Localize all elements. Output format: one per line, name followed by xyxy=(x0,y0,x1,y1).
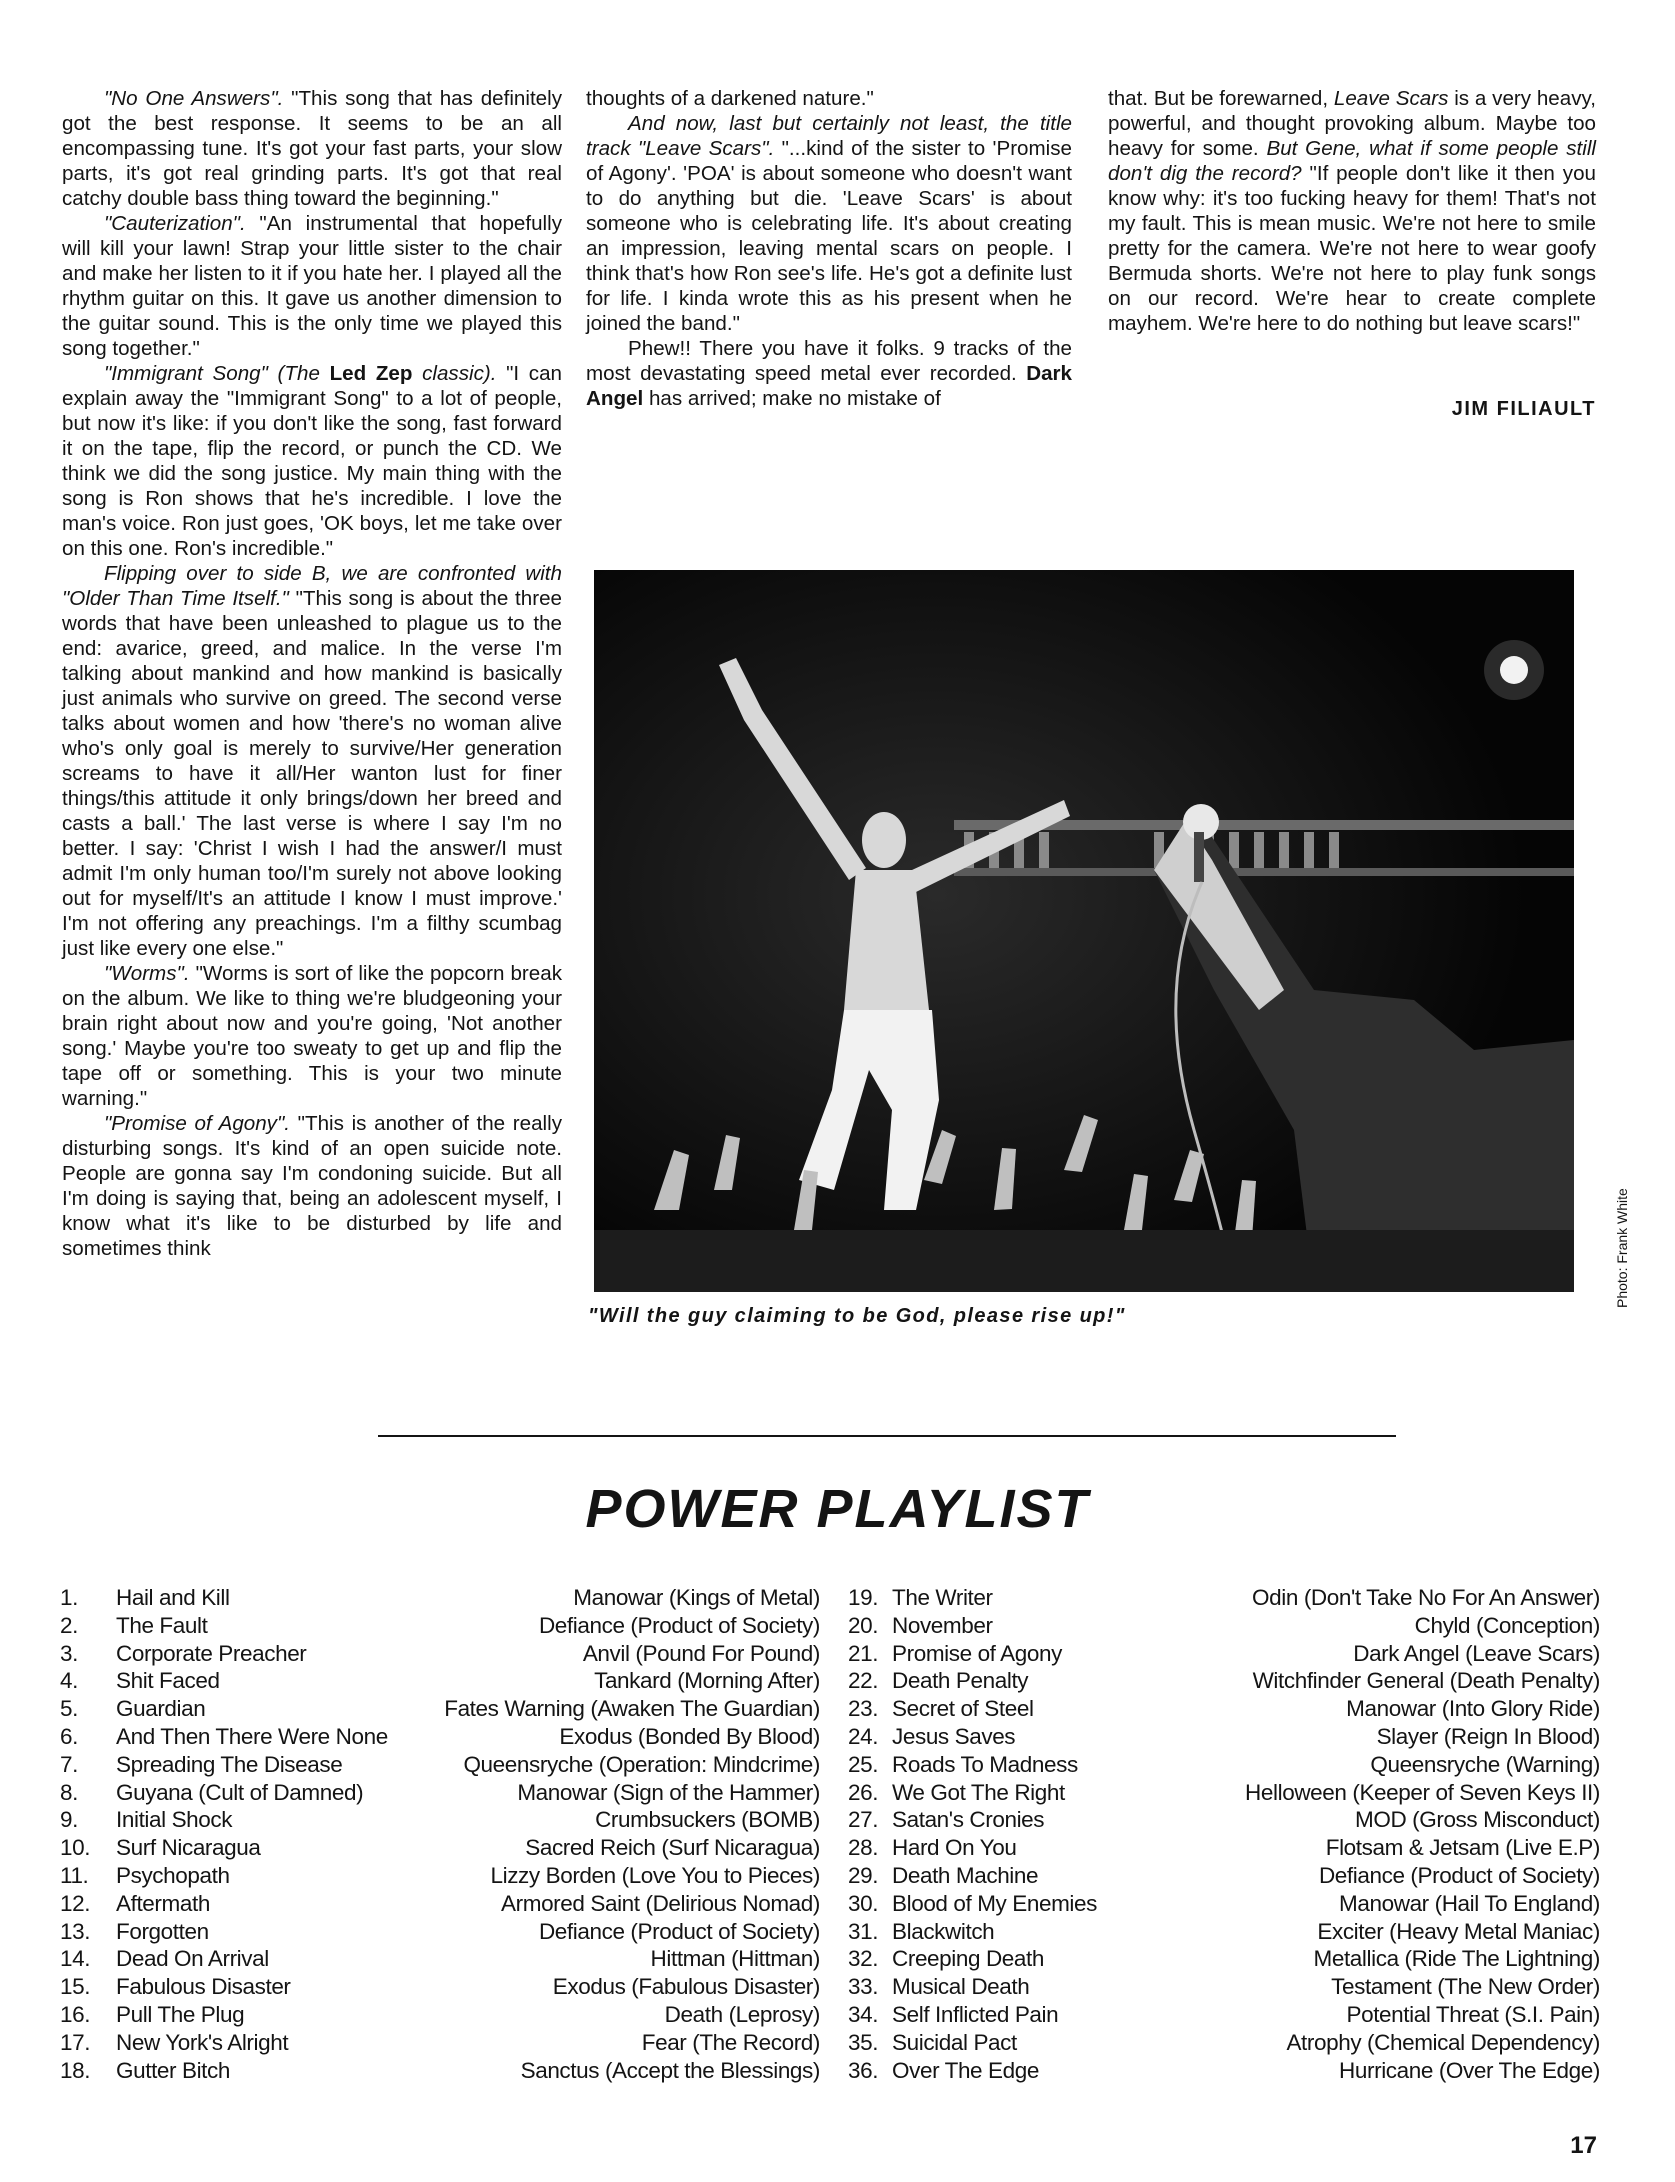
track-number: 19. xyxy=(848,1585,879,1610)
artist-album: Death (Leprosy) xyxy=(664,2001,820,2027)
playlist-row xyxy=(60,2029,820,2057)
body-text: that. But be forewarned, xyxy=(1108,87,1334,110)
artist-album: Fates Warning (Awaken The Guardian) xyxy=(444,1696,820,1722)
playlist-row xyxy=(60,1806,820,1834)
body-text: "An instrumental that hopefully will kill your lawn! Strap your little sister to the chair and make her listen to it if you hate her. I played all the rhythm guitar on this. It gave us another dimension to the guitar sound. This is the only time we played this song together." xyxy=(62,212,562,360)
track-number: 13. xyxy=(60,1918,91,1944)
italic-text: classic). xyxy=(412,362,497,385)
song-title: Spreading The Disease xyxy=(116,1751,343,1777)
track-number: 5. xyxy=(60,1696,78,1722)
song-title: Death Penalty xyxy=(892,1668,1029,1694)
section-divider xyxy=(378,1435,1396,1437)
track-number: 36. xyxy=(848,2057,879,2083)
playlist-row xyxy=(848,1667,1600,1695)
italic-text: Leave Scars xyxy=(1333,87,1449,110)
artist-album: Hittman (Hittman) xyxy=(650,1946,820,1972)
song-title: Hail and Kill xyxy=(116,1585,230,1610)
italic-text: "Cauterization". xyxy=(104,212,246,235)
photo-credit: Photo: Frank White xyxy=(1614,1188,1630,1308)
song-title: Self Inflicted Pain xyxy=(892,2001,1059,2027)
body-text: is a very heavy, powerful, and thought provoking album. Maybe too heavy for some. xyxy=(1108,87,1597,160)
playlist-row xyxy=(848,1973,1600,2001)
artist-album: Manowar (Kings of Metal) xyxy=(573,1585,820,1610)
artist-album: Chyld (Conception) xyxy=(1414,1612,1600,1638)
article-paragraph xyxy=(586,111,1072,336)
song-title: The Fault xyxy=(116,1612,208,1638)
playlist-left-column xyxy=(60,1584,820,2084)
artist-album: Anvil (Pound For Pound) xyxy=(582,1640,820,1666)
artist-album: Defiance (Product of Society) xyxy=(1318,1862,1600,1888)
song-title: Aftermath xyxy=(116,1890,210,1916)
artist-album: Odin (Don't Take No For An Answer) xyxy=(1252,1585,1600,1610)
artist-album: Hurricane (Over The Edge) xyxy=(1339,2057,1600,2083)
artist-album: Exciter (Heavy Metal Maniac) xyxy=(1317,1918,1600,1944)
article-paragraph xyxy=(62,211,562,361)
track-number: 26. xyxy=(848,1779,879,1805)
page-number: 17 xyxy=(1570,2132,1597,2159)
italic-text: Flipping over to side B, we are confronted with "Older Than Time Itself." xyxy=(62,562,562,610)
song-title: Promise of Agony xyxy=(892,1640,1062,1666)
song-title: Shit Faced xyxy=(116,1668,220,1694)
playlist-title: POWER PLAYLIST xyxy=(585,1479,1090,1539)
playlist-row xyxy=(848,1834,1600,1862)
article-paragraph xyxy=(62,961,562,1111)
playlist-row xyxy=(848,2001,1600,2029)
body-text: "This is another of the really disturbing songs. It's kind of an open suicide note. People are gonna say I'm condoning suicide. But all I'm doing is saying that, being an adolescent myself, I know what it's like to be disturbed by life and sometimes think xyxy=(62,1112,562,1260)
track-number: 17. xyxy=(60,2029,91,2055)
song-title: Over The Edge xyxy=(892,2057,1039,2083)
track-number: 32. xyxy=(848,1946,879,1972)
track-number: 9. xyxy=(60,1807,78,1833)
playlist-row xyxy=(848,1779,1600,1807)
playlist-row xyxy=(60,1584,820,1612)
playlist-row xyxy=(60,1945,820,1973)
italic-text: "Immigrant Song" (The xyxy=(104,362,330,385)
article-paragraph xyxy=(586,336,1072,411)
concert-photo-image xyxy=(594,570,1574,1292)
song-title: November xyxy=(892,1612,993,1638)
playlist-row xyxy=(60,2057,820,2085)
author-byline: JIM FILIAULT xyxy=(1451,398,1596,420)
playlist-row xyxy=(60,1973,820,2001)
bold-text: Led Zep xyxy=(329,362,413,385)
track-number: 10. xyxy=(60,1835,91,1861)
song-title: And Then There Were None xyxy=(116,1723,388,1749)
artist-album: Manowar (Hail To England) xyxy=(1339,1890,1600,1916)
artist-album: Manowar (Sign of the Hammer) xyxy=(517,1779,820,1805)
artist-album: Exodus (Fabulous Disaster) xyxy=(552,1974,820,2000)
article-column-1 xyxy=(62,86,562,1261)
playlist-row xyxy=(60,1612,820,1640)
body-text: thoughts of a darkened nature." xyxy=(586,87,874,110)
song-title: Death Machine xyxy=(892,1862,1039,1888)
article-paragraph xyxy=(1108,86,1596,336)
artist-album: Helloween (Keeper of Seven Keys II) xyxy=(1245,1779,1600,1805)
artist-album: Defiance (Product of Society) xyxy=(538,1612,820,1638)
playlist-row xyxy=(848,1612,1600,1640)
playlist-row xyxy=(848,1918,1600,1946)
song-title: Surf Nicaragua xyxy=(116,1835,261,1861)
song-title: Creeping Death xyxy=(892,1946,1044,1972)
track-number: 22. xyxy=(848,1668,879,1694)
track-number: 8. xyxy=(60,1779,78,1805)
playlist-row xyxy=(848,1806,1600,1834)
song-title: Corporate Preacher xyxy=(116,1640,307,1666)
song-title: Musical Death xyxy=(892,1974,1030,2000)
song-title: Guardian xyxy=(116,1696,206,1722)
playlist-row xyxy=(60,1751,820,1779)
playlist-row xyxy=(848,1640,1600,1668)
artist-album: Queensryche (Warning) xyxy=(1370,1751,1600,1777)
body-text: Phew!! There you have it folks. 9 tracks of the most devastating speed metal ever recorded. xyxy=(586,337,1072,385)
song-title: Dead On Arrival xyxy=(116,1946,269,1972)
track-number: 16. xyxy=(60,2001,91,2027)
song-title: Gutter Bitch xyxy=(116,2057,230,2083)
playlist-row xyxy=(60,1862,820,1890)
song-title: The Writer xyxy=(892,1585,993,1610)
playlist-row xyxy=(60,1918,820,1946)
concert-photo xyxy=(594,570,1574,1292)
artist-album: Flotsam & Jetsam (Live E.P) xyxy=(1325,1835,1600,1861)
playlist-row xyxy=(848,2057,1600,2085)
article-paragraph xyxy=(62,561,562,961)
playlist-row xyxy=(848,1945,1600,1973)
italic-text: But Gene, what if some people still don't dig the record? xyxy=(1108,137,1596,185)
playlist-row xyxy=(848,1695,1600,1723)
song-title: Initial Shock xyxy=(116,1807,233,1833)
track-number: 15. xyxy=(60,1974,91,2000)
body-text: "If people don't like it then you know why: it's too fucking heavy for them! That's not my fault. This is mean music. We're not here to smile pretty for the camera. We're not here to wear goofy Bermuda shorts. We're not here to play funk songs on our record. We're hear to create complete mayhem. We're here to do nothing but leave scars!" xyxy=(1108,162,1596,335)
track-number: 29. xyxy=(848,1862,879,1888)
track-number: 30. xyxy=(848,1890,879,1916)
artist-album: Lizzy Borden (Love You to Pieces) xyxy=(490,1862,820,1888)
track-number: 11. xyxy=(60,1862,89,1888)
body-text: "This song is about the three words that have been unleashed to plague us to the end: avarice, greed, and malice. In the verse I'm talking about mankind and how mankind is basically just animals who survive on greed. The second verse talks about women and how 'there's no woman alive who's only goal is merely to survive/Her generation screams to have it all/Her wanton lust for finer things/this attitude it only brings/down her breed and casts a ball.' The last verse is where I say I'm no better. I say: 'Christ I wish I had the answer/I must admit I'm only human too/I'm surely not above looking out for myself/It's an attitude I know I must improve.' I'm not offering any preachings. I'm a filthy scumbag just like every one else." xyxy=(62,587,562,960)
track-number: 35. xyxy=(848,2029,879,2055)
photo-caption: "Will the guy claiming to be God, please rise up!" xyxy=(588,1305,1126,1327)
track-number: 23. xyxy=(848,1696,879,1722)
article-column-2 xyxy=(586,86,1072,411)
song-title: Blood of My Enemies xyxy=(892,1890,1097,1916)
body-text: "This song that has definitely got the best response. It seems to be an all encompassing tune. It's got your fast parts, your slow parts, it's got real grinding parts. It's got that real catchy double bass thing toward the beginning." xyxy=(62,87,562,210)
playlist-row xyxy=(848,1584,1600,1612)
body-text: "Worms is sort of like the popcorn break on the album. We like to thing we're bludgeoning your brain right about now and you're going, 'Not another song.' Maybe you're too sweaty to get up and flip the tape off or something. This is your two minute warning." xyxy=(62,962,562,1110)
artist-album: Dark Angel (Leave Scars) xyxy=(1353,1640,1600,1666)
article-paragraph xyxy=(62,361,562,561)
track-number: 12. xyxy=(60,1890,91,1916)
song-title: Psychopath xyxy=(116,1862,230,1888)
track-number: 27. xyxy=(848,1807,879,1833)
song-title: Secret of Steel xyxy=(892,1696,1034,1722)
song-title: Blackwitch xyxy=(892,1918,995,1944)
song-title: Forgotten xyxy=(116,1918,209,1944)
italic-text: "Worms". xyxy=(104,962,190,985)
track-number: 33. xyxy=(848,1974,879,2000)
song-title: We Got The Right xyxy=(892,1779,1065,1805)
body-text: has arrived; make no mistake of xyxy=(643,387,941,410)
artist-album: Exodus (Bonded By Blood) xyxy=(559,1723,820,1749)
playlist-row xyxy=(848,1723,1600,1751)
artist-album: Testament (The New Order) xyxy=(1331,1974,1600,2000)
italic-text: "Promise of Agony". xyxy=(104,1112,291,1135)
italic-text: "No One Answers". xyxy=(104,87,284,110)
track-number: 24. xyxy=(848,1723,879,1749)
artist-album: Tankard (Morning After) xyxy=(594,1668,820,1694)
playlist-row xyxy=(848,1890,1600,1918)
track-number: 20. xyxy=(848,1612,879,1638)
track-number: 34. xyxy=(848,2001,879,2027)
track-number: 7. xyxy=(60,1751,78,1777)
track-number: 28. xyxy=(848,1835,879,1861)
artist-album: Fear (The Record) xyxy=(641,2029,820,2055)
artist-album: Armored Saint (Delirious Nomad) xyxy=(501,1890,820,1916)
article-paragraph xyxy=(586,86,1072,111)
song-title: New York's Alright xyxy=(116,2029,289,2055)
track-number: 1. xyxy=(60,1585,78,1610)
article-paragraph xyxy=(62,86,562,211)
song-title: Suicidal Pact xyxy=(892,2029,1017,2055)
artist-album: Potential Threat (S.I. Pain) xyxy=(1346,2001,1600,2027)
artist-album: Sacred Reich (Surf Nicaragua) xyxy=(525,1835,820,1861)
playlist-row xyxy=(60,1723,820,1751)
playlist-row xyxy=(60,1779,820,1807)
song-title: Guyana (Cult of Damned) xyxy=(116,1779,364,1805)
song-title: Jesus Saves xyxy=(892,1723,1016,1749)
article-paragraph xyxy=(62,1111,562,1261)
track-number: 25. xyxy=(848,1751,879,1777)
article-column-3 xyxy=(1108,86,1596,336)
song-title: Hard On You xyxy=(892,1835,1017,1861)
playlist-row xyxy=(60,1695,820,1723)
song-title: Satan's Cronies xyxy=(892,1807,1045,1833)
artist-album: MOD (Gross Misconduct) xyxy=(1355,1807,1600,1833)
track-number: 4. xyxy=(60,1668,78,1694)
song-title: Pull The Plug xyxy=(116,2001,245,2027)
italic-text: And now, last but certainly not least, the title track "Leave Scars". xyxy=(586,112,1072,160)
artist-album: Queensryche (Operation: Mindcrime) xyxy=(463,1751,820,1777)
song-title: Roads To Madness xyxy=(892,1751,1078,1777)
song-title: Fabulous Disaster xyxy=(116,1974,291,2000)
track-number: 18. xyxy=(60,2057,91,2083)
track-number: 3. xyxy=(60,1640,78,1666)
artist-album: Atrophy (Chemical Dependency) xyxy=(1286,2029,1600,2055)
track-number: 6. xyxy=(60,1723,78,1749)
bold-text: Dark Angel xyxy=(586,362,1072,410)
playlist-row xyxy=(60,1667,820,1695)
playlist-row xyxy=(848,1751,1600,1779)
playlist-right-column xyxy=(848,1584,1600,2084)
track-number: 21. xyxy=(848,1640,879,1666)
artist-album: Slayer (Reign In Blood) xyxy=(1376,1723,1600,1749)
artist-album: Manowar (Into Glory Ride) xyxy=(1346,1696,1600,1722)
playlist-row xyxy=(60,1834,820,1862)
playlist-row xyxy=(60,1890,820,1918)
artist-album: Metallica (Ride The Lightning) xyxy=(1313,1946,1600,1972)
body-text: "...kind of the sister to 'Promise of Agony'. 'POA' is about someone who doesn't want to do anything but die. 'Leave Scars' is about someone who is celebrating life. It's about creating an impression, leaving mental scars on people. I think that's how Ron see's life. He's got a definite lust for life. I kinda wrote this as his present when he joined the band." xyxy=(586,137,1072,335)
artist-album: Defiance (Product of Society) xyxy=(538,1918,820,1944)
track-number: 2. xyxy=(60,1612,78,1638)
playlist-row xyxy=(848,1862,1600,1890)
artist-album: Sanctus (Accept the Blessings) xyxy=(520,2057,820,2083)
track-number: 14. xyxy=(60,1946,91,1972)
track-number: 31. xyxy=(848,1918,879,1944)
playlist-row xyxy=(60,1640,820,1668)
playlist-row xyxy=(60,2001,820,2029)
artist-album: Witchfinder General (Death Penalty) xyxy=(1252,1668,1600,1694)
playlist-row xyxy=(848,2029,1600,2057)
artist-album: Crumbsuckers (BOMB) xyxy=(595,1807,820,1833)
body-text: "I can explain away the "Immigrant Song" to a lot of people, but now it's like: if you don't like the song, fast forward it on the tape, flip the record, or punch the CD. We think we did the song justice. My main thing with the song is Ron shows that he's incredible. I love the man's voice. Ron just goes, 'OK boys, let me take over on this one. Ron's incredible." xyxy=(62,362,563,560)
